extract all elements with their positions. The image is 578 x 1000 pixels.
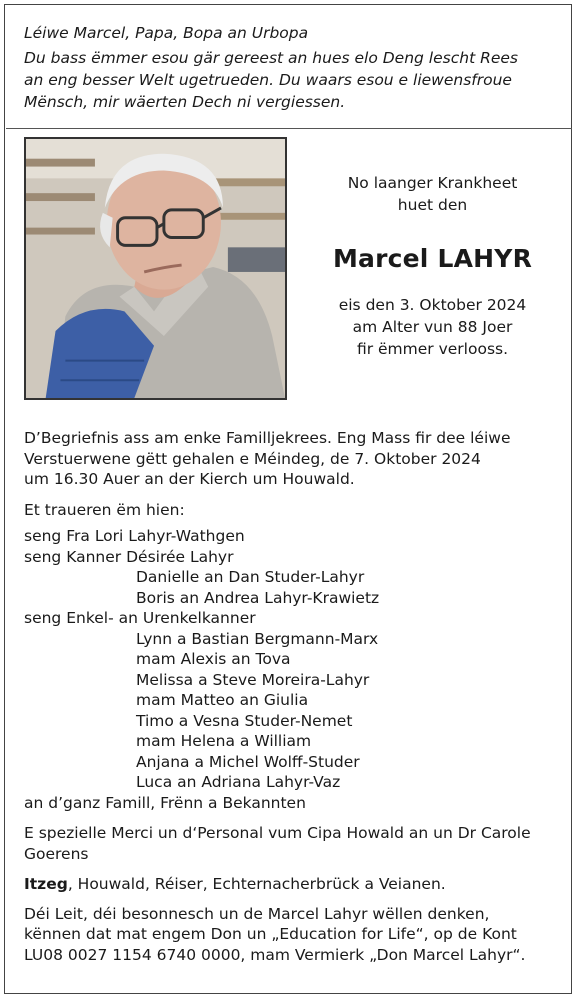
verse-line: Mënsch, mir wäerten Dech ni vergiessen. — [24, 93, 346, 111]
mourner-label: seng Fra — [24, 527, 90, 545]
donation-line: Déi Leit, déi besonnesch un de Marcel Lahyr wëllen denken, — [24, 904, 490, 923]
mourner-name: Lynn a Bastian Bergmann-Marx — [136, 629, 379, 648]
notice-body — [24, 428, 564, 965]
mourner-name: Timo a Vesna Studer-Nemet — [136, 711, 353, 730]
thanks-line: E spezielle Merci un d‘Personal vum Cipa Howald an un Dr Carole — [24, 824, 531, 842]
funeral-details — [24, 428, 564, 490]
funeral-line: Verstuerwene gëtt gehalen e Méindeg, de 7. Oktober 2024 — [24, 449, 481, 468]
mourner-name: Danielle an Dan Studer-Lahyr — [136, 568, 365, 586]
mourner-name: Désirée Lahyr — [126, 547, 234, 566]
mourner-name: mam Matteo an Giulia — [136, 691, 309, 709]
portrait-photo — [24, 137, 287, 400]
funeral-line: D’Begriefnis ass am enke Familljekrees. Eng Mass fir dee léiwe — [24, 429, 511, 447]
thanks-line: Goerens — [24, 844, 89, 863]
verse-line: Du bass ëmmer esou gär gereest an hues elo Deng lescht Rees — [24, 49, 518, 67]
thanks-note — [24, 823, 564, 864]
mourners-closing: an d’ganz Famill, Frënn a Bekannten — [24, 793, 306, 812]
mourner-row — [24, 547, 564, 568]
mourner-row — [24, 526, 564, 547]
announcement-line: eis den 3. Oktober 2024 — [338, 296, 527, 314]
mourners-title: Et traueren ëm hien: — [24, 500, 185, 519]
mourner-name: Melissa a Steve Moreira-Lahyr — [136, 670, 370, 689]
death-announcement — [300, 172, 565, 360]
announcement-line: No laanger Krankheet — [347, 174, 518, 192]
announcement-line: huet den — [397, 196, 468, 214]
mourner-name: Boris an Andrea Lahyr-Krawietz — [136, 588, 380, 607]
verse — [24, 47, 564, 113]
salutation: Léiwe Marcel, Papa, Bopa an Urbopa — [24, 24, 309, 42]
mourner-label: seng Kanner — [24, 547, 122, 566]
intro-section — [24, 22, 564, 113]
mourner-name: mam Helena a William — [136, 732, 312, 750]
place-rest: , Houwald, Réiser, Echternacherbrück a Veianen. — [67, 875, 446, 893]
mourner-name: Luca an Adriana Lahyr-Vaz — [136, 773, 341, 791]
mourner-name: Anjana a Michel Wolff-Studer — [136, 752, 360, 771]
donation-line: LU08 0027 1154 6740 0000, mam Vermierk „Don Marcel Lahyr“. — [24, 945, 526, 964]
place-bold: Itzeg — [24, 875, 68, 893]
verse-line: an eng besser Welt ugetrueden. Du waars esou e liewensfroue — [24, 71, 512, 89]
announcement-line: fir ëmmer verlooss. — [356, 340, 509, 358]
mourner-name: mam Alexis an Tova — [136, 650, 291, 668]
funeral-line: um 16.30 Auer an der Kierch um Houwald. — [24, 470, 355, 488]
mourner-name: Lori Lahyr-Wathgen — [94, 527, 245, 545]
donation-line: kënnen dat mat engem Don un „Education for Life“, op de Kont — [24, 925, 517, 943]
divider-line — [6, 128, 572, 129]
deceased-name: Marcel LAHYR — [332, 244, 533, 273]
place-line — [24, 874, 564, 895]
mourner-label: seng Enkel- an Urenkelkanner — [24, 609, 256, 627]
announcement-line: am Alter vun 88 Joer — [352, 318, 513, 336]
mourners-list — [24, 526, 564, 813]
donation-note — [24, 904, 564, 966]
